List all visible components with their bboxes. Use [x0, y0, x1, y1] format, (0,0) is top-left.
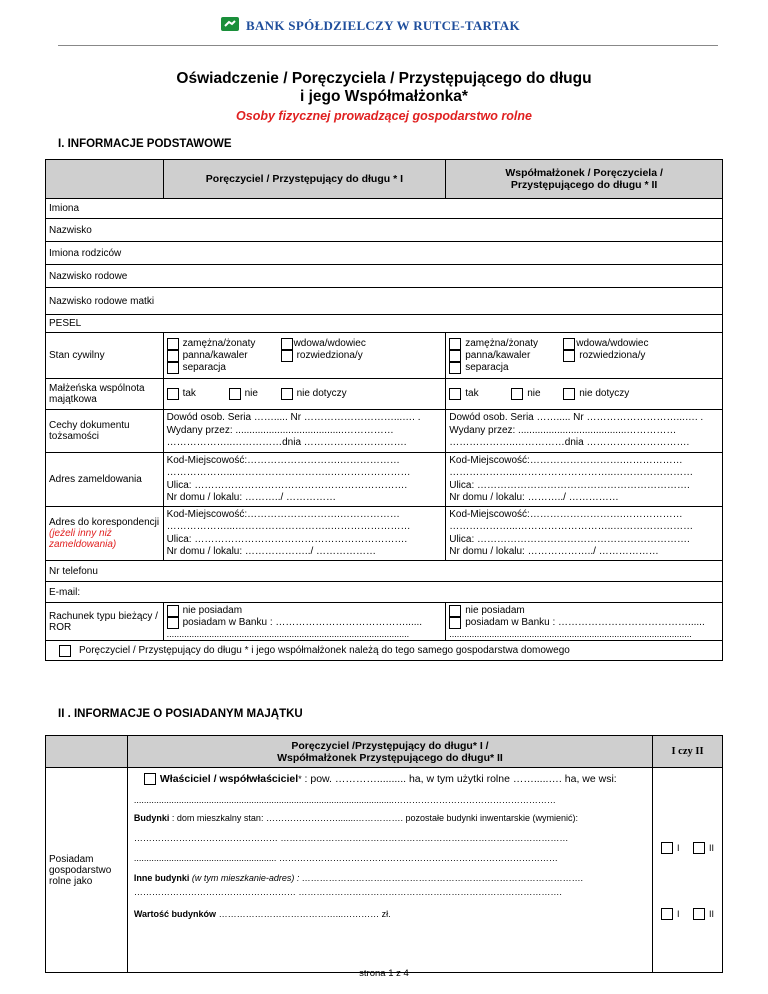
checkbox-nie-2[interactable]: [511, 388, 523, 400]
checkbox-inne-i[interactable]: [661, 908, 673, 920]
checkbox-zamezna-2[interactable]: [449, 338, 461, 350]
checkbox-zamezna-1[interactable]: [167, 338, 179, 350]
label-rachunek: Rachunek typu bieżący / ROR: [46, 603, 164, 641]
checkbox-rozwiedziona-1[interactable]: [281, 350, 293, 362]
bank-name: BANK SPÓŁDZIELCZY W RUTCE-TARTAK: [246, 18, 520, 33]
page-subtitle: Osoby fizycznej prowadzącej gospodarstwo rolne: [236, 109, 532, 123]
assets-header: Poręczyciel /Przystępujący do długu* I / Współmałżonek Przystępującego do długu* II: [127, 736, 652, 768]
col2-header: Współmałżonek / Poręczyciela / Przystępującego do długu * II: [446, 160, 723, 199]
page-title-line2: i jego Współmałżonka*: [300, 88, 468, 105]
checkbox-wspolne-gospodarstwo[interactable]: [59, 645, 71, 657]
label-adres-korespondencji: Adres do korespondencji (jeżeli inny niż zameldowania): [46, 507, 164, 561]
assets-header-blank: [46, 736, 128, 768]
stan-cywilny-col2: zamężna/żonaty panna/kawaler separacja wdowa/wdowiec rozwiedziona/y: [446, 333, 723, 379]
checkbox-rozwiedziona-2[interactable]: [563, 350, 575, 362]
section2-title: II . INFORMACJE O POSIADANYM MAJĄTKU: [58, 708, 303, 720]
row-imiona-rodzicow[interactable]: Imiona rodziców: [46, 242, 723, 265]
checkbox-inne-ii[interactable]: [693, 908, 705, 920]
checkbox-nie-1[interactable]: [229, 388, 241, 400]
dokument-col2[interactable]: Dowód osob. Seria ……..... Nr ………………………...…. . Wydany przez: .......................................…………… ………………..……………dnia ………………………….: [446, 410, 723, 453]
checkbox-separacja-2[interactable]: [449, 362, 461, 374]
row-telefon[interactable]: Nr telefonu: [46, 561, 723, 582]
assets-header-right: I czy II: [653, 736, 723, 768]
checkbox-nie-posiadam-1[interactable]: [167, 605, 179, 617]
col1-header: Poręczyciel / Przystępujący do długu * I: [163, 160, 446, 199]
checkbox-wdowa-2[interactable]: [563, 338, 575, 350]
row-nazwisko-rodowe[interactable]: Nazwisko rodowe: [46, 265, 723, 288]
adres-korespondencji-col2[interactable]: Kod-Miejscowość:……………………….……………… ………………...………………………..…………………… Ulica: ………………………………………………………. Nr domu / lokalu: ………………../ ………………: [446, 507, 723, 561]
assets-table: [45, 735, 723, 973]
assets-details[interactable]: Właściciel / współwłaściciel * : pow. ………….......... ha, w tym użytki rolne …….....…. ha, we wsi: ........................................................................................................……………………………………………… Budynki : dom mieszkalny stan: …………………….......……………. pozostałe budynki inwentarskie (wymienić): ………………………………………… …………………………………………………………………………………… ......................................................... ………………………………………………………………………………… Inne budynki (w tym mieszkanie-adres) : …………………………………………………………………………………. ……………………………………………… ……………………………………………………………………………. Wartość budynków …………………………………...………… zł.: [127, 768, 652, 973]
adres-zameldowania-col1[interactable]: Kod-Miejscowość:……………………….……………… ………………...………………………..…………………… Ulica: ………………………………………………………. Nr domu / lokalu: ………../ ……………: [163, 453, 446, 507]
row-nazwisko[interactable]: Nazwisko: [46, 219, 723, 242]
checkbox-nie-posiadam-2[interactable]: [449, 605, 461, 617]
checkbox-budynki-i[interactable]: [661, 842, 673, 854]
label-posiadam-gospodarstwo: Posiadam gospodarstwo rolne jako: [46, 768, 128, 973]
label-adres-zameldowania: Adres zameldowania: [46, 453, 164, 507]
adres-zameldowania-col2[interactable]: Kod-Miejscowość:……………………….……………… ………………...………………………..…………………… Ulica: ………………………………………………………. Nr domu / lokalu: ………../ ……………: [446, 453, 723, 507]
checkbox-wdowa-1[interactable]: [281, 338, 293, 350]
wspolnota-col2: tak nie nie dotyczy: [446, 379, 723, 410]
checkbox-separacja-1[interactable]: [167, 362, 179, 374]
label-stan-cywilny: Stan cywilny: [46, 333, 164, 379]
adres-korespondencji-col1[interactable]: Kod-Miejscowość:……………………….……………… ………………...………………………..…………………… Ulica: ………………………………………………………. Nr domu / lokalu: ………………../ ………………: [163, 507, 446, 561]
checkbox-panna-1[interactable]: [167, 350, 179, 362]
row-pesel[interactable]: PESEL: [46, 315, 723, 333]
checkbox-nie-dotyczy-2[interactable]: [563, 388, 575, 400]
page-number: strona 1 z 4: [359, 968, 409, 979]
checkbox-panna-2[interactable]: [449, 350, 461, 362]
dokument-col1[interactable]: Dowód osob. Seria ……..... Nr ………………………...…. . Wydany przez: .......................................…………… ………………..……………dnia ………………………….: [163, 410, 446, 453]
rachunek-col2: nie posiadam posiadam w Banku : …………………………………...... .................................................................................................: [446, 603, 723, 641]
rachunek-col1: nie posiadam posiadam w Banku : …………………………………...... .................................................................................................: [163, 603, 446, 641]
checkbox-nie-dotyczy-1[interactable]: [281, 388, 293, 400]
row-nazwisko-rodowe-matki[interactable]: Nazwisko rodowe matki: [46, 288, 723, 315]
checkbox-wlasciciel[interactable]: [144, 773, 156, 785]
checkbox-tak-1[interactable]: [167, 388, 179, 400]
section1-title: I. INFORMACJE PODSTAWOWE: [58, 138, 232, 150]
checkbox-budynki-ii[interactable]: [693, 842, 705, 854]
label-cechy-dokumentu: Cechy dokumentu tożsamości: [46, 410, 164, 453]
checkbox-tak-2[interactable]: [449, 388, 461, 400]
checkbox-posiadam-2[interactable]: [449, 617, 461, 629]
stan-cywilny-col1: zamężna/żonaty panna/kawaler separacja wdowa/wdowiec rozwiedziona/y: [163, 333, 446, 379]
wspolnota-col1: tak nie nie dotyczy: [163, 379, 446, 410]
assets-owner-select: I II I II: [653, 768, 723, 973]
header-divider: [58, 45, 718, 46]
page-title-line1: Oświadczenie / Poręczyciela / Przystępującego do długu: [176, 70, 592, 87]
header-blank: [46, 160, 164, 199]
bank-logo-icon: [220, 16, 240, 32]
label-wspolnota: Małżeńska wspólnota majątkowa: [46, 379, 164, 410]
row-email[interactable]: E-mail:: [46, 582, 723, 603]
basic-info-table: [45, 159, 723, 661]
row-imiona[interactable]: Imiona: [46, 199, 723, 219]
checkbox-posiadam-1[interactable]: [167, 617, 179, 629]
wspolne-gospodarstwo-row: Poręczyciel / Przystępujący do długu * i jego współmałżonek należą do tego samego gospodarstwa domowego: [46, 641, 723, 661]
